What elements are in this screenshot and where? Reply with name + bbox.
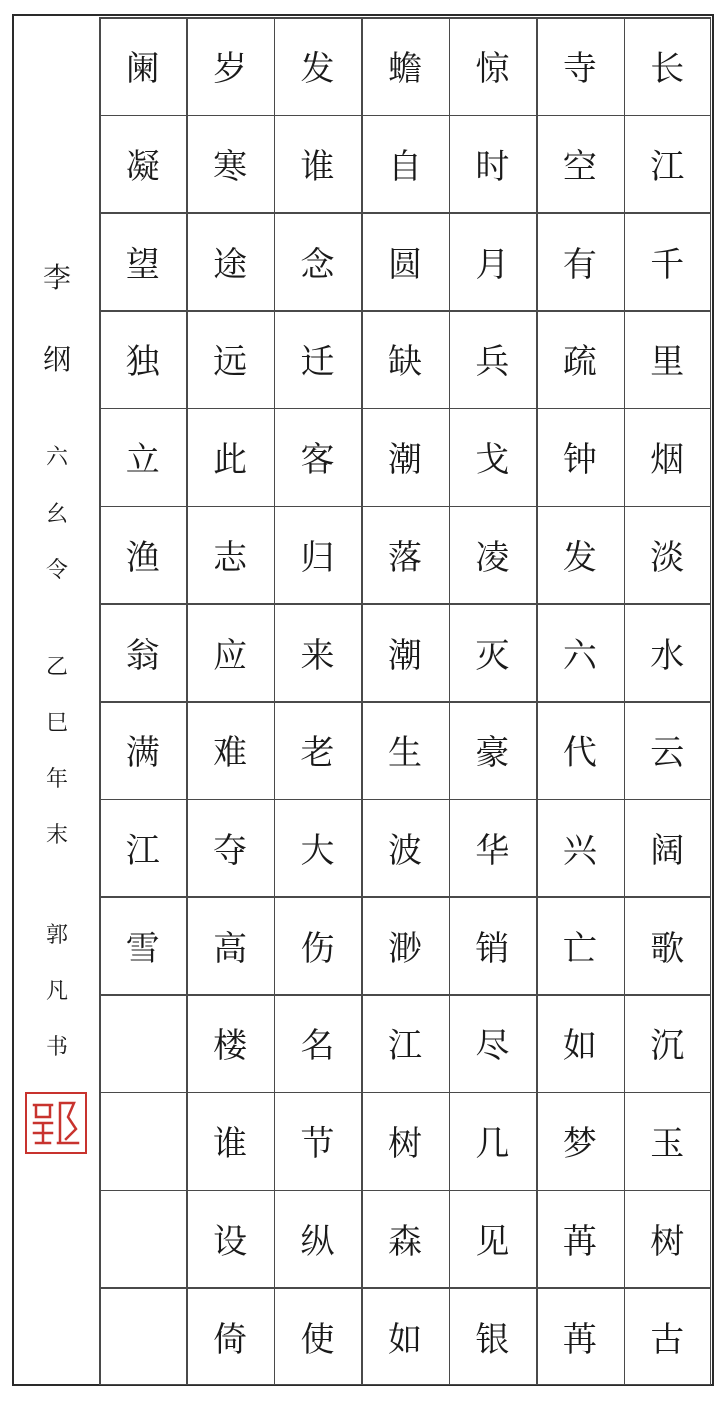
poem-char-cell: 独 — [125, 342, 160, 383]
poem-char-cell: 波 — [387, 831, 422, 872]
poem-char-cell: 钟 — [562, 440, 597, 481]
poem-char-cell: 使 — [300, 1319, 335, 1360]
poem-char-cell: 有 — [562, 244, 597, 285]
poem-char-cell: 江 — [387, 1026, 422, 1067]
title-char: 幺 — [45, 502, 68, 527]
poem-char-cell: 潮 — [387, 440, 422, 481]
poem-char-cell: 阔 — [650, 831, 685, 872]
poem-char-cell: 发 — [300, 49, 335, 90]
signature-char: 书 — [45, 1035, 68, 1060]
poem-char-cell: 树 — [650, 1221, 685, 1262]
poem-char-cell: 满 — [125, 733, 160, 774]
poem-char-cell — [99, 994, 186, 1092]
signature-char: 凡 — [45, 979, 68, 1004]
title-char: 令 — [45, 558, 68, 583]
inscription-column — [14, 8, 100, 1392]
poem-char-cell: 翁 — [125, 635, 160, 676]
poem-char-cell: 疏 — [562, 342, 597, 383]
poem-char-cell — [99, 1092, 186, 1190]
poem-char-cell: 雪 — [125, 928, 160, 969]
poem-char-cell: 江 — [650, 147, 685, 188]
poem-char-cell: 圆 — [387, 244, 422, 285]
poem-char-cell: 望 — [125, 244, 160, 285]
poem-char-cell: 灭 — [475, 635, 510, 676]
poem-char-cell: 途 — [213, 244, 248, 285]
poem-char-cell: 云 — [650, 733, 685, 774]
poem-char-cell: 如 — [387, 1319, 422, 1360]
poem-char-cell: 发 — [562, 537, 597, 578]
poem-char-cell: 设 — [213, 1221, 248, 1262]
poem-char-cell: 惊 — [475, 49, 510, 90]
author-char: 纲 — [42, 343, 71, 376]
poem-char-cell: 水 — [650, 635, 685, 676]
poem-char-cell: 迁 — [300, 342, 335, 383]
poem-char-cell: 潮 — [387, 635, 422, 676]
signature-char: 郭 — [45, 923, 68, 948]
poem-char-cell: 歌 — [650, 928, 685, 969]
poem-char-cell: 月 — [475, 244, 510, 285]
poem-char-cell — [99, 1190, 186, 1288]
poem-char-cell: 难 — [213, 733, 248, 774]
poem-char-cell: 六 — [562, 635, 597, 676]
poem-char-cell: 渺 — [387, 928, 422, 969]
poem-char-cell: 江 — [125, 831, 160, 872]
poem-char-cell: 时 — [475, 147, 510, 188]
date-char: 巳 — [45, 711, 68, 736]
poem-char-cell: 长 — [650, 49, 685, 90]
poem-char-cell: 玉 — [650, 1124, 685, 1165]
poem-char-cell: 客 — [300, 440, 335, 481]
poem-char-cell: 戈 — [475, 440, 510, 481]
poem-char-cell: 应 — [213, 635, 248, 676]
poem-char-cell: 沉 — [650, 1026, 685, 1067]
poem-char-cell: 森 — [387, 1221, 422, 1262]
poem-char-cell: 大 — [300, 831, 335, 872]
poem-char-cell: 尽 — [475, 1026, 510, 1067]
writing-grid — [99, 17, 711, 1385]
poem-char-cell: 豪 — [475, 733, 510, 774]
red-seal-stamp — [25, 1092, 87, 1154]
poem-char-cell: 华 — [475, 831, 510, 872]
poem-char-cell: 见 — [475, 1221, 510, 1262]
poem-char-cell: 寺 — [562, 49, 597, 90]
poem-char-cell: 里 — [650, 342, 685, 383]
author-char: 李 — [42, 261, 71, 294]
poem-char-cell: 念 — [300, 244, 335, 285]
poem-char-cell: 凌 — [475, 537, 510, 578]
poem-char-cell: 古 — [650, 1319, 685, 1360]
poem-char-cell: 楼 — [213, 1026, 248, 1067]
poem-char-cell: 亡 — [562, 928, 597, 969]
poem-char-cell: 高 — [213, 928, 248, 969]
poem-char-cell: 生 — [387, 733, 422, 774]
poem-char-cell: 几 — [475, 1124, 510, 1165]
poem-char-cell: 树 — [387, 1124, 422, 1165]
poem-char-cell: 淡 — [650, 537, 685, 578]
poem-char-cell: 兴 — [562, 831, 597, 872]
poem-char-cell: 阑 — [125, 49, 160, 90]
poem-char-cell: 谁 — [213, 1124, 248, 1165]
poem-char-cell: 梦 — [562, 1124, 597, 1165]
poem-char-cell: 银 — [475, 1319, 510, 1360]
poem-char-cell: 节 — [300, 1124, 335, 1165]
poem-char-cell: 夺 — [213, 831, 248, 872]
poem-char-cell: 渔 — [125, 537, 160, 578]
poem-char-cell: 寒 — [213, 147, 248, 188]
seal-glyph — [28, 1095, 84, 1151]
poem-char-cell: 如 — [562, 1026, 597, 1067]
poem-char-cell: 老 — [300, 733, 335, 774]
poem-char-cell: 谁 — [300, 147, 335, 188]
poem-char-cell: 名 — [300, 1026, 335, 1067]
poem-char-cell: 岁 — [213, 49, 248, 90]
title-char: 六 — [45, 445, 68, 470]
date-char: 年 — [45, 767, 68, 792]
poem-char-cell — [99, 1287, 186, 1385]
poem-char-cell: 来 — [300, 635, 335, 676]
poem-char-cell: 落 — [387, 537, 422, 578]
date-char: 乙 — [45, 655, 68, 680]
poem-char-cell: 空 — [562, 147, 597, 188]
poem-char-cell: 立 — [125, 440, 160, 481]
poem-char-cell: 代 — [562, 733, 597, 774]
poem-char-cell: 销 — [475, 928, 510, 969]
poem-char-cell: 千 — [650, 244, 685, 285]
poem-char-cell: 远 — [213, 342, 248, 383]
poem-char-cell: 倚 — [213, 1319, 248, 1360]
poem-char-cell: 苒 — [562, 1221, 597, 1262]
date-char: 末 — [45, 823, 68, 848]
poem-char-cell: 凝 — [125, 147, 160, 188]
poem-char-cell: 蟾 — [387, 49, 422, 90]
poem-char-cell: 志 — [213, 537, 248, 578]
poem-char-cell: 纵 — [300, 1221, 335, 1262]
poem-char-cell: 烟 — [650, 440, 685, 481]
poem-char-cell: 缺 — [387, 342, 422, 383]
poem-char-cell: 此 — [213, 440, 248, 481]
poem-char-cell: 兵 — [475, 342, 510, 383]
poem-char-cell: 自 — [387, 147, 422, 188]
poem-char-cell: 伤 — [300, 928, 335, 969]
poem-char-cell: 归 — [300, 537, 335, 578]
poem-char-cell: 苒 — [562, 1319, 597, 1360]
